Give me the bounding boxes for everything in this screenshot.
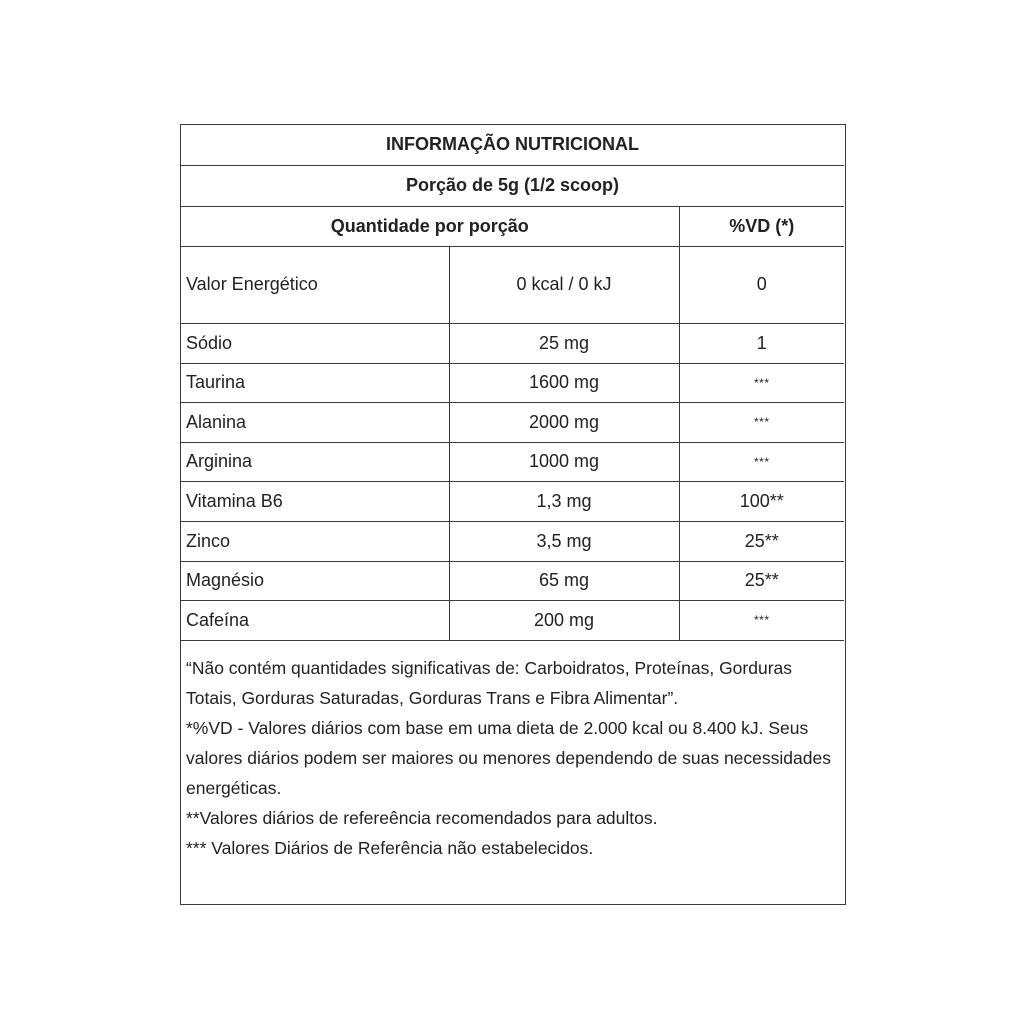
title-row — [181, 125, 844, 165]
footnote-insignificant: “Não contém quantidades significativas de: Carboidratos, Proteínas, Gorduras Totais, Gorduras Saturadas, Gorduras Trans e Fibra Alimentar”. — [186, 658, 793, 708]
nutrient-amount: 0 kcal / 0 kJ — [449, 246, 679, 323]
nutrient-dv: 25** — [679, 521, 844, 561]
nutrient-dv: 1 — [679, 323, 844, 363]
nutrient-name: Vitamina B6 — [181, 481, 449, 521]
nutrient-dv: *** — [679, 442, 844, 481]
label-title: INFORMAÇÃO NUTRICIONAL — [181, 125, 844, 165]
table-row — [181, 323, 844, 363]
nutrient-dv: 25** — [679, 561, 844, 600]
nutrient-name: Cafeína — [181, 600, 449, 640]
table-row — [181, 481, 844, 521]
nutrient-name: Valor Energético — [181, 246, 449, 323]
footnotes — [186, 653, 841, 863]
nutrient-amount: 200 mg — [449, 600, 679, 640]
serving-row — [181, 165, 844, 206]
header-dv: %VD (*) — [679, 206, 844, 246]
table-row — [181, 246, 844, 323]
footnote-dv-basis: *%VD - Valores diários com base em uma dieta de 2.000 kcal ou 8.400 kJ. Seus valores diários podem ser maiores ou menores dependendo de suas necessidades energéticas. — [186, 718, 831, 798]
nutrient-name: Alanina — [181, 402, 449, 442]
nutrient-dv: *** — [679, 402, 844, 442]
table-row — [181, 600, 844, 640]
table-row — [181, 561, 844, 600]
table-row — [181, 442, 844, 481]
nutrient-dv: 100** — [679, 481, 844, 521]
nutrient-name: Arginina — [181, 442, 449, 481]
nutrient-amount: 1000 mg — [449, 442, 679, 481]
footnote-adult-reference: **Valores diários de refereência recomendados para adultos. — [186, 808, 658, 828]
nutrient-name: Sódio — [181, 323, 449, 363]
nutrient-amount: 2000 mg — [449, 402, 679, 442]
nutrient-name: Zinco — [181, 521, 449, 561]
nutrient-amount: 25 mg — [449, 323, 679, 363]
nutrition-table — [181, 125, 844, 641]
header-row — [181, 206, 844, 246]
table-row — [181, 363, 844, 402]
footnote-not-established: *** Valores Diários de Referência não estabelecidos. — [186, 838, 594, 858]
nutrient-amount: 1600 mg — [449, 363, 679, 402]
table-row — [181, 521, 844, 561]
serving-size: Porção de 5g (1/2 scoop) — [181, 165, 844, 206]
nutrient-dv: *** — [679, 363, 844, 402]
nutrient-name: Magnésio — [181, 561, 449, 600]
nutrient-name: Taurina — [181, 363, 449, 402]
nutrient-amount: 65 mg — [449, 561, 679, 600]
nutrient-dv: 0 — [679, 246, 844, 323]
nutrient-dv: *** — [679, 600, 844, 640]
header-amount: Quantidade por porção — [181, 206, 679, 246]
table-row — [181, 402, 844, 442]
nutrient-amount: 1,3 mg — [449, 481, 679, 521]
nutrient-amount: 3,5 mg — [449, 521, 679, 561]
nutrition-facts-panel — [180, 124, 846, 905]
